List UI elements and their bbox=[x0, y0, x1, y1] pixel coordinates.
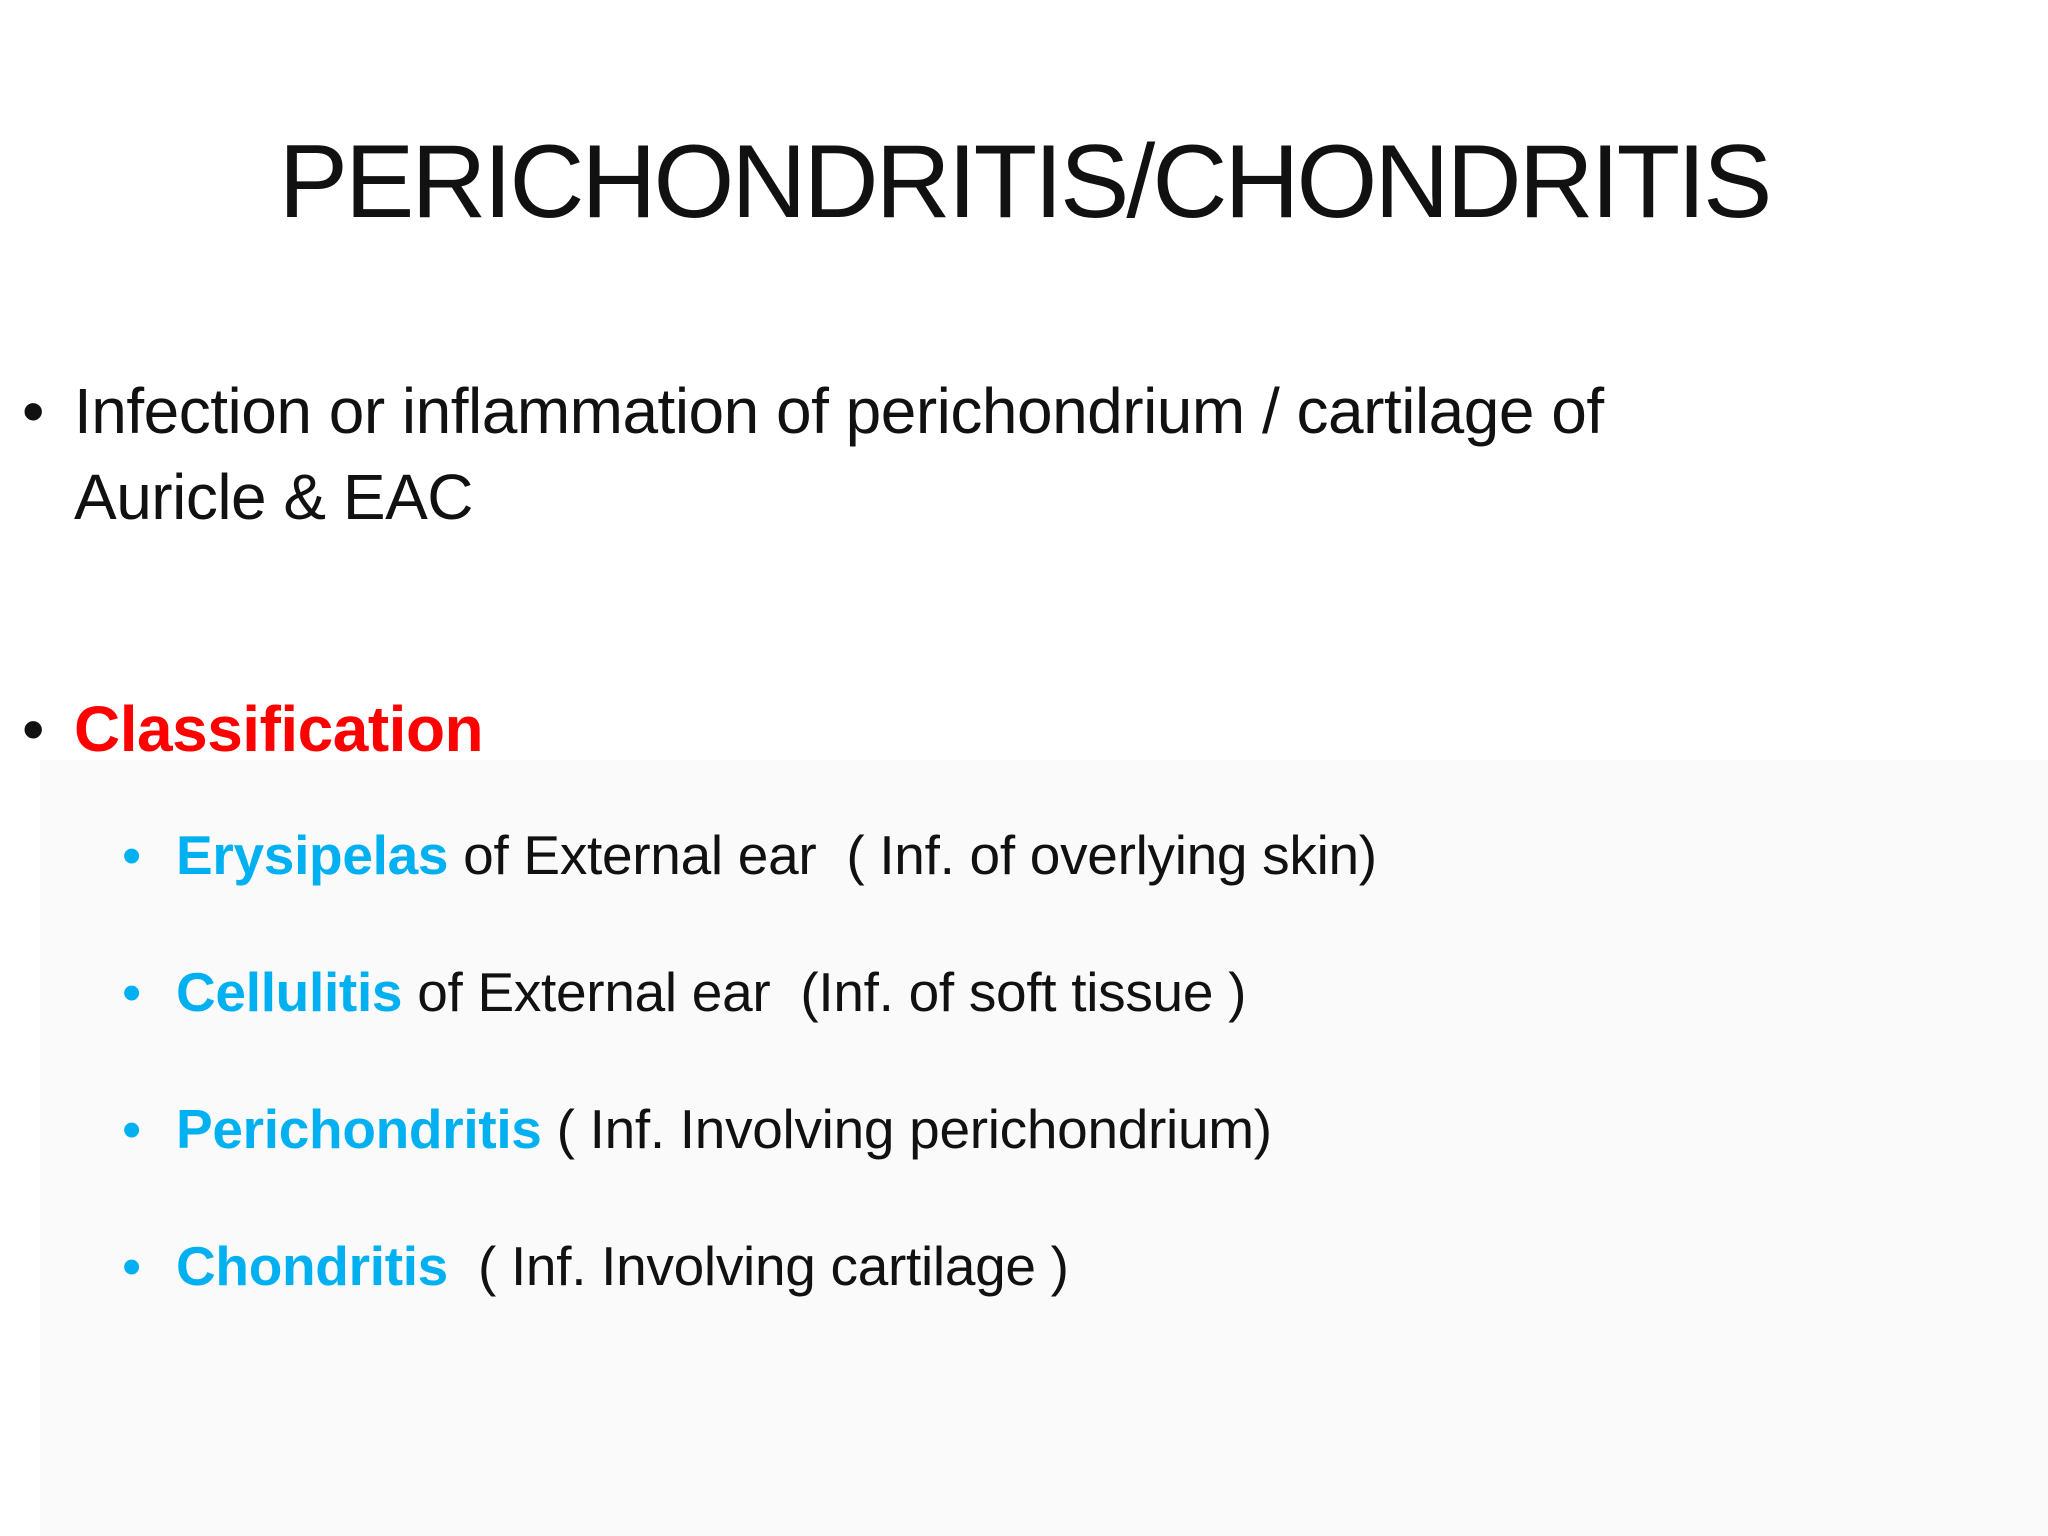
definition-line-2: Auricle & EAC bbox=[74, 461, 473, 533]
term-perichondritis: Perichondritis bbox=[176, 1098, 542, 1160]
sub-bullet-text bbox=[176, 1092, 1272, 1166]
bullet-dot: • bbox=[22, 693, 44, 765]
definition-line-1: Infection or inflammation of perichondrium / cartilage of bbox=[74, 375, 1604, 447]
slide-title: PERICHONDRITIS/CHONDRITIS bbox=[278, 124, 1770, 240]
description-chondritis: ( Inf. Involving cartilage ) bbox=[447, 1235, 1069, 1297]
sub-bullet-text bbox=[176, 1229, 1069, 1303]
term-erysipelas: Erysipelas bbox=[176, 824, 449, 886]
sub-bullet-dot: • bbox=[122, 1235, 141, 1297]
sub-bullet-dot: • bbox=[122, 1098, 141, 1160]
description-perichondritis: ( Inf. Involving perichondrium) bbox=[541, 1098, 1272, 1160]
term-chondritis: Chondritis bbox=[176, 1235, 448, 1297]
sub-bullet-text bbox=[176, 818, 1377, 892]
sub-bullet-dot: • bbox=[122, 824, 141, 886]
classification-heading: Classification bbox=[74, 693, 484, 765]
description-cellulitis: of External ear (Inf. of soft tissue ) bbox=[402, 961, 1247, 1023]
sub-bullet-text bbox=[176, 955, 1246, 1029]
definition-text bbox=[74, 368, 1604, 540]
bullet-dot: • bbox=[22, 375, 44, 447]
description-erysipelas: of External ear ( Inf. of overlying skin) bbox=[448, 824, 1377, 886]
term-cellulitis: Cellulitis bbox=[176, 961, 403, 1023]
sub-bullet-dot: • bbox=[122, 961, 141, 1023]
